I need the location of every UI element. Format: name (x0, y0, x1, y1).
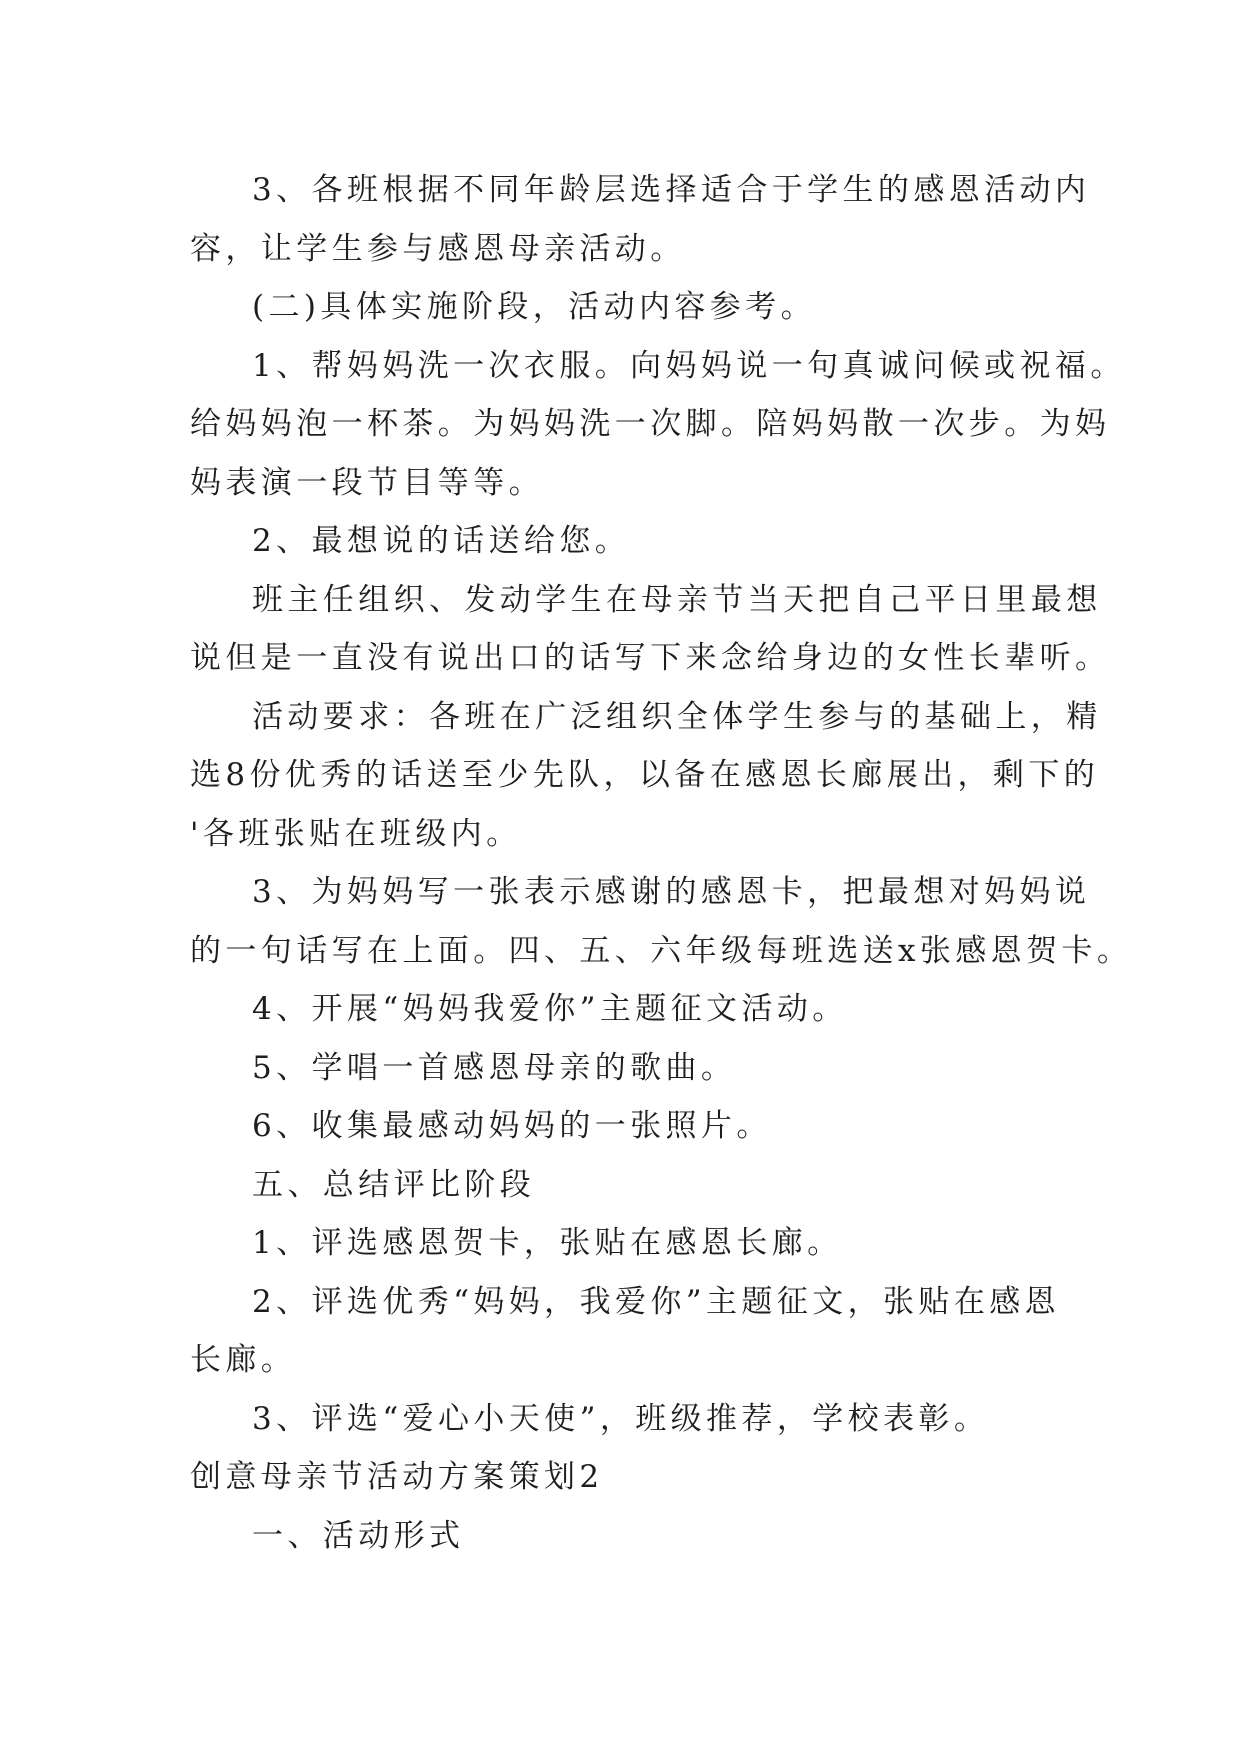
text-line: 长廊。 (190, 1342, 297, 1378)
text-line: 活动要求：各班在广泛组织全体学生参与的基础上，精 (252, 698, 1102, 735)
text-line: 4、开展“妈妈我爱你”主题征文活动。 (252, 991, 848, 1027)
text-line: 3、为妈妈写一张表示感谢的感恩卡，把最想对妈妈说 (252, 874, 1091, 910)
text-line: 说但是一直没有说出口的话写下来念给身边的女性长辈听。 (190, 640, 1111, 676)
text-line: 的一句话写在上面。四、五、六年级每班选送x张感恩贺卡。 (190, 932, 1133, 969)
document-body (190, 161, 1133, 1565)
text-line: 3、评选“爱心小天使”，班级推荐，学校表彰。 (252, 1400, 990, 1437)
text-line: '各班张贴在班级内。 (190, 815, 522, 852)
text-line: 5、学唱一首感恩母亲的歌曲。 (252, 1049, 737, 1086)
text-line: 2、评选优秀“妈妈，我爱你”主题征文，张贴在感恩 (252, 1283, 1061, 1320)
text-line: 班主任组织、发动学生在母亲节当天把自己平日里最想 (252, 581, 1102, 618)
text-line: 6、收集最感动妈妈的一张照片。 (252, 1108, 772, 1144)
text-line: 妈表演一段节目等等。 (190, 464, 544, 501)
text-line: 3、各班根据不同年龄层选择适合于学生的感恩活动内 (252, 172, 1091, 208)
section-title: 创意母亲节活动方案策划2 (190, 1459, 604, 1495)
text-line: 1、评选感恩贺卡，张贴在感恩长廊。 (252, 1225, 843, 1261)
text-line: 容，让学生参与感恩母亲活动。 (190, 230, 686, 267)
text-line: 1、帮妈妈洗一次衣服。向妈妈说一句真诚问候或祝福。 (252, 347, 1126, 384)
text-line: (二)具体实施阶段，活动内容参考。 (252, 289, 816, 325)
text-line: 选8份优秀的话送至少先队，以备在感恩长廊展出，剩下的 (190, 757, 1100, 793)
text-line: 一、活动形式 (252, 1517, 465, 1554)
text-line: 给妈妈泡一杯茶。为妈妈洗一次脚。陪妈妈散一次步。为妈 (190, 406, 1111, 442)
text-line: 2、最想说的话送给您。 (252, 523, 631, 559)
text-line: 五、总结评比阶段 (252, 1166, 536, 1203)
